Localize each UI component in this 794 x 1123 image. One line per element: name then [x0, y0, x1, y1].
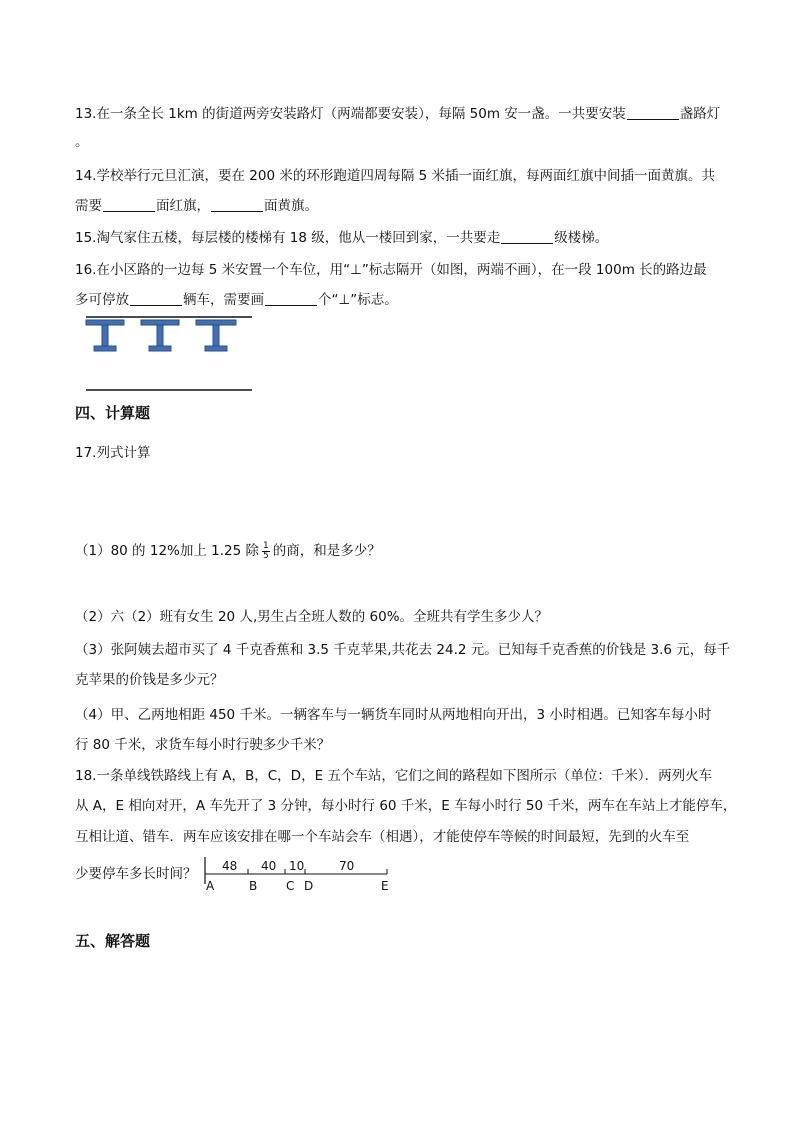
- q17-sub2: （2）六（2）班有女生 20 人,男生占全班人数的 60%。全班共有学生多少人？: [75, 609, 549, 625]
- question-14-line1: 14.学校举行元旦汇演，要在 200 米的环形跑道四周每隔 5 米插一面红旗，每两面红旗中间插一面黄旗。共: [75, 168, 715, 184]
- q16-pre: 多可停放: [75, 292, 129, 308]
- question-13: [75, 104, 720, 124]
- q18-line2: 从 A，E 相向对开，A 车先开了 3 分钟，每小时行 60 千米，E 车每小时行 50 千米，两车在车站上才能停车，: [75, 798, 737, 814]
- section-5-title: 五、解答题: [75, 932, 151, 950]
- question-15: [75, 228, 608, 248]
- q13-blank[interactable]: [627, 105, 679, 120]
- station-c-label: C: [286, 879, 295, 893]
- fraction-one-fifth: [262, 542, 270, 561]
- q17-sub3-line1: （3）张阿姨去超市买了 4 千克香蕉和 3.5 千克苹果,共花去 24.2 元。已知每千克香蕉的价钱是 3.6 元，每千: [75, 642, 731, 658]
- parking-sign-icon: [86, 320, 124, 351]
- distance-cd: 10: [289, 859, 305, 873]
- q15-post: 级楼梯。: [554, 230, 609, 246]
- q17-title: 17.列式计算: [75, 445, 151, 461]
- q17-sub4-line2: 行 80 千米，求货车每小时行驶多少千米？: [75, 737, 331, 753]
- q13-text-end: 盏路灯: [679, 106, 721, 122]
- q18-line4: 少要停车多长时间？: [75, 866, 197, 882]
- parking-sign-icon: [141, 320, 179, 351]
- q13-text: 13.在一条全长 1km 的街道两旁安装路灯（两端都要安装），每隔 50m 安一盏。一共要安装: [75, 106, 626, 122]
- q14-blank-yellow[interactable]: [211, 197, 263, 212]
- fraction-denominator: 5: [263, 550, 269, 561]
- q15-pre: 15.淘气家住五楼，每层楼的楼梯有 18 级，他从一楼回到家，一共要走: [75, 230, 501, 246]
- q14-post: 面黄旗。: [264, 198, 318, 214]
- q16-blank-signs[interactable]: [265, 291, 317, 306]
- question-16-line1: 16.在小区路的一边每 5 米安置一个车位，用“⊥”标志隔开（如图，两端不画），在一段 100m 长的路边最: [75, 262, 707, 278]
- section-4-title: 四、计算题: [75, 404, 151, 422]
- q16-post: 个“⊥”标志。: [318, 292, 398, 308]
- q18-line1: 18.一条单线铁路线上有 A，B，C，D，E 五个车站，它们之间的路程如下图所示（单位：千米）．两列火车: [75, 768, 713, 784]
- q16-blank-cars[interactable]: [130, 291, 182, 306]
- parking-sign-icon: [196, 320, 236, 351]
- q17-s1-post: 的商，和是多少？: [272, 543, 381, 559]
- q17-sub4-line1: （4）甲、乙两地相距 450 千米。一辆客车与一辆货车同时从两地相向开出，3 小时相遇。已知客车每小时: [75, 707, 712, 723]
- q14-mid: 面红旗，: [156, 198, 210, 214]
- q17-sub3-line2: 克苹果的价钱是多少元？: [75, 672, 224, 688]
- distance-de: 70: [339, 859, 355, 873]
- question-16-line2: [75, 290, 398, 310]
- q18-line3: 互相让道、错车．两车应该安排在哪一个车站会车（相遇），才能使停车等候的时间最短，先到的火车至: [75, 829, 690, 845]
- q17-sub1: [75, 541, 381, 561]
- q14-blank-red[interactable]: [103, 197, 155, 212]
- railway-diagram: [201, 854, 397, 896]
- question-14-line2: [75, 196, 318, 216]
- station-a-label: A: [206, 879, 215, 893]
- q14-pre: 需要: [75, 198, 102, 214]
- q15-blank[interactable]: [501, 229, 553, 244]
- q16-mid: 辆车，需要画: [183, 292, 264, 308]
- q13-period: 。: [75, 134, 89, 150]
- distance-ab: 48: [222, 859, 238, 873]
- station-e-label: E: [381, 879, 389, 893]
- parking-signs: [86, 320, 236, 351]
- station-d-label: D: [304, 879, 314, 893]
- distance-bc: 40: [261, 859, 277, 873]
- parking-diagram: [80, 312, 260, 396]
- fraction-numerator: 1: [263, 540, 269, 551]
- station-b-label: B: [249, 879, 258, 893]
- q17-s1-pre: （1）80 的 12%加上 1.25 除: [75, 543, 259, 559]
